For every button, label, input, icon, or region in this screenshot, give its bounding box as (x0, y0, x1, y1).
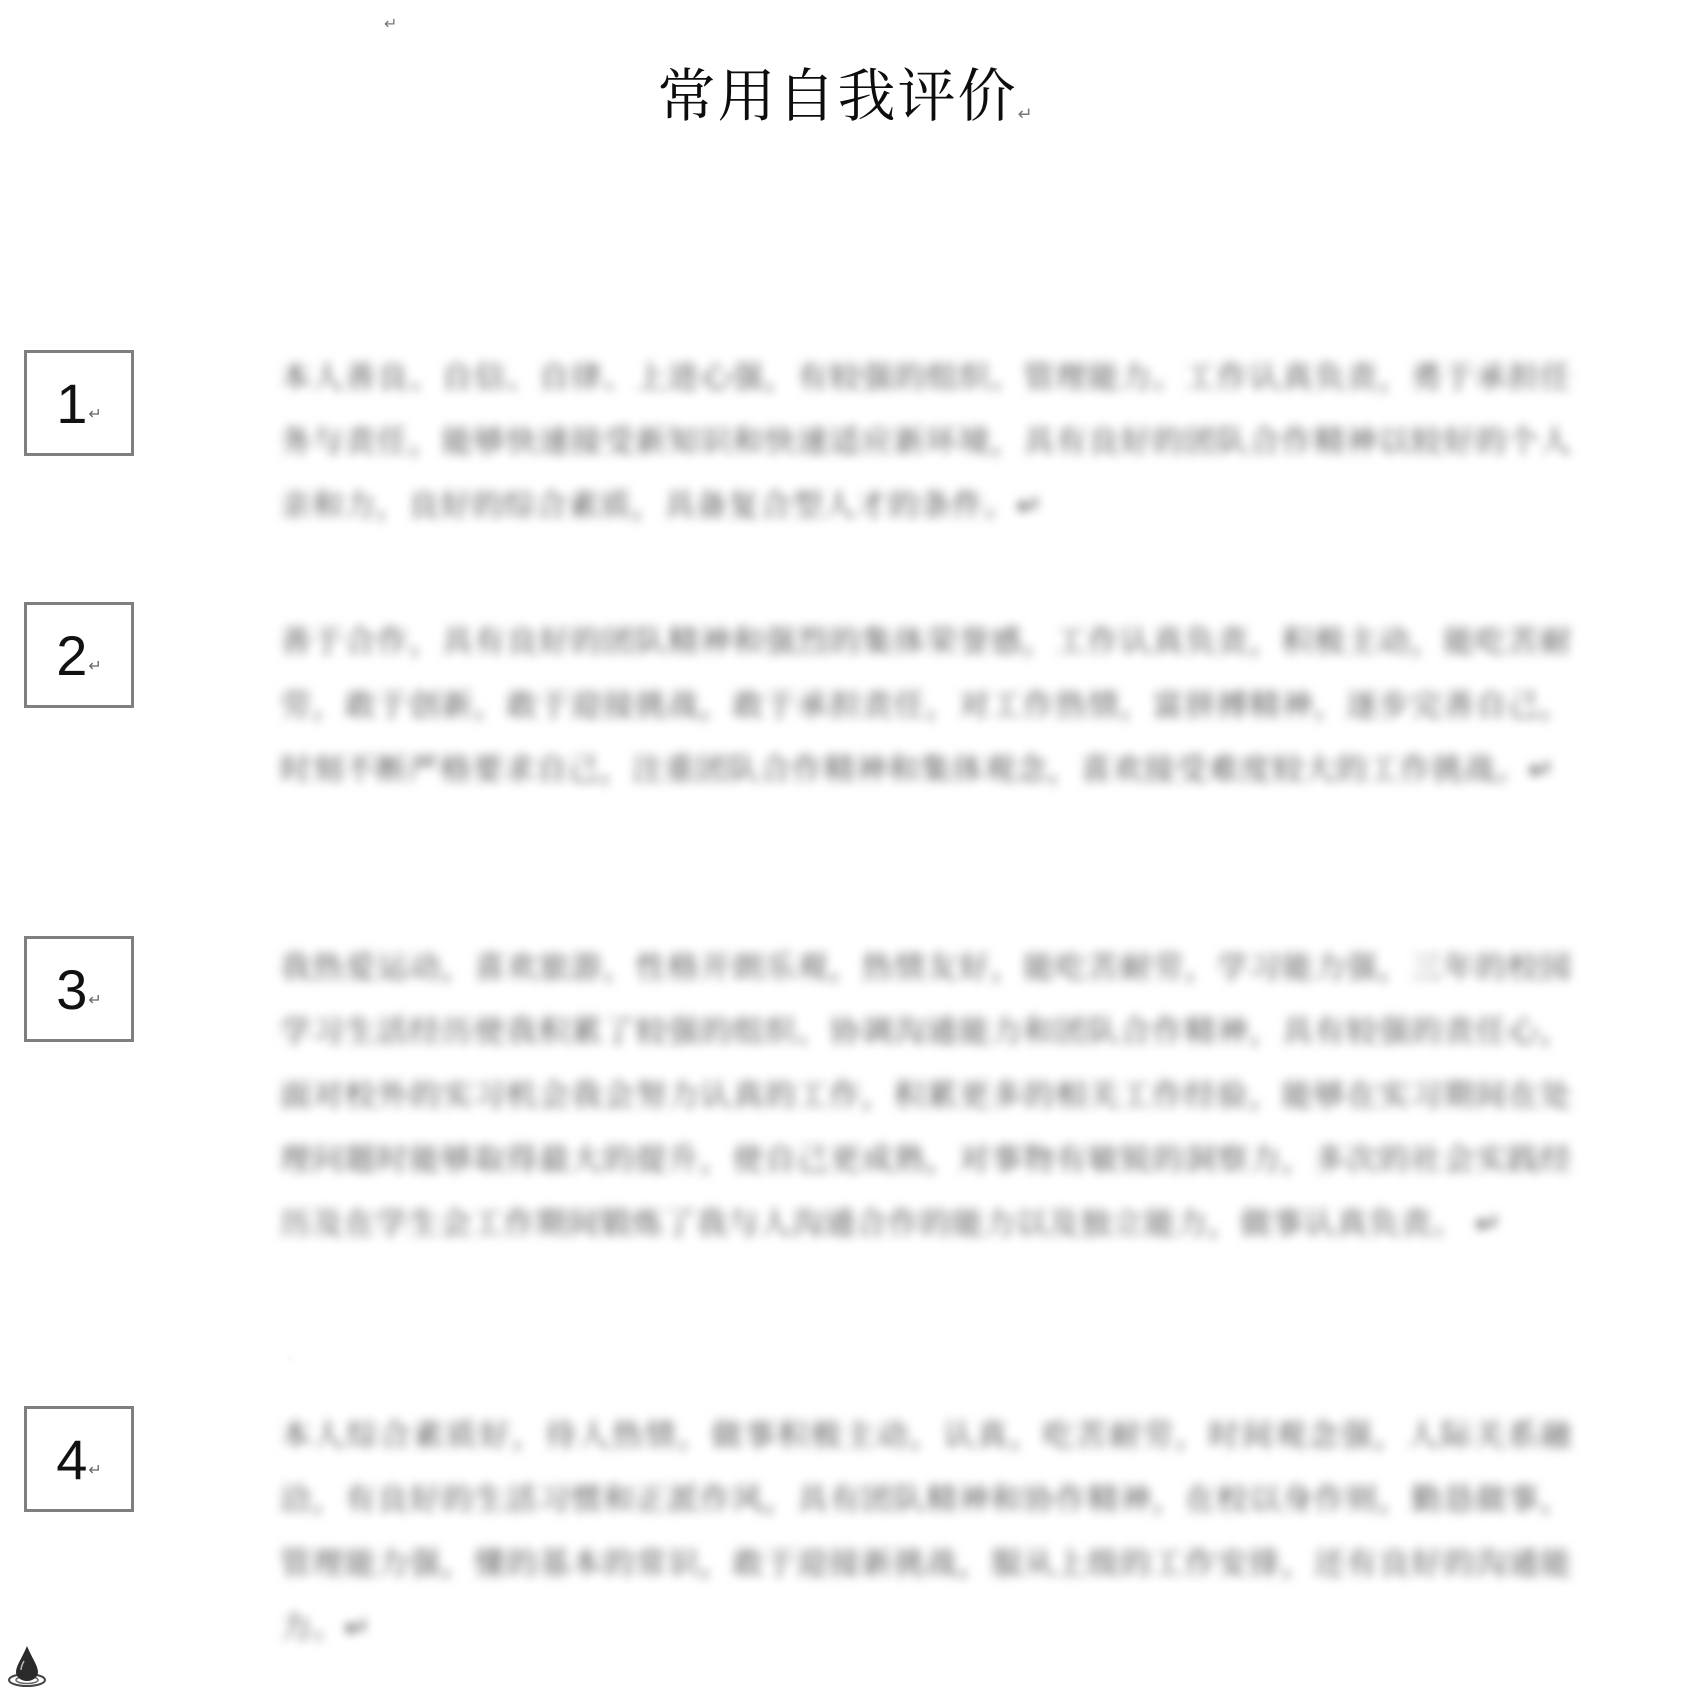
item-paragraph-4: 本人综合素质好，待人热情，做事积极主动，认真，吃苦耐劳，时间观念强，人际关系融洽，有良好的生活习惯和正派作风，具有团队精神和协作精神，在校以身作则，勤恳做事，管理能力强，懂的基本的常识，敢于迎接新挑战，服从上级的工作安排，还有良好的沟通能力。↵ (280, 1418, 1572, 1646)
page-title (0, 58, 1692, 153)
item-number: 4 (56, 1427, 88, 1491)
item-paragraph-2: 善于合作，具有良好的团队精神和强烈的集体荣誉感，工作认真负责，积极主动，能吃苦耐劳，敢于创新，敢于迎接挑战，敢于承担责任，对工作热情，富拼搏精神，逐步完善自己，时刻不断严格要求自己，注重团队合作精神和集体观念，喜欢接受难度较大的工作挑战。↵ (280, 624, 1572, 788)
item-number-box-2 (24, 602, 134, 708)
item-number: 2 (56, 623, 88, 687)
item-paragraph-1: 本人善良、自信、自律、上进心强，有较强的组织、管理能力。工作认真负责，勇于承担任务与责任，能够快速接受新知识和快速适应新环境，具有良好的团队合作精神以较好的个人亲和力，良好的综合素质，具备复合型人才的条件。↵ (280, 360, 1572, 524)
ink-drop-icon (4, 1642, 50, 1688)
paragraph-mark: ↵ (88, 406, 102, 423)
item-number-box-4 (24, 1406, 134, 1512)
paragraph-mark: ↵ (88, 1462, 102, 1479)
item-number-box-3 (24, 936, 134, 1042)
item-number: 3 (56, 957, 88, 1021)
paragraph-mark: ↵ (1017, 104, 1035, 125)
paragraph-mark: ↵ (88, 658, 102, 675)
paragraph-mark-top: ↵ (384, 14, 398, 33)
item-number-box-1 (24, 350, 134, 456)
item-number: 1 (56, 371, 88, 435)
paragraph-mark: ↵ (88, 992, 102, 1009)
page-title-text: 常用自我评价 (657, 62, 1018, 130)
empty-paragraph-mark: . (288, 1348, 292, 1362)
item-paragraph-3: 我热爱运动，喜欢旅游，性格开朗乐观，热情友好，能吃苦耐劳，学习能力强，三年的校园学习生活经历使我积累了较强的组织、协调沟通能力和团队合作精神，具有较强的责任心，面对校外的实习机会我会努力认真的工作，积累更多的相关工作经验，能够在实习期间在处理问题时能够取得最大的提升，使自己更成熟，对事物有敏锐的洞察力，多次的社会实践经历及在学生会工作期间锻炼了我与人沟通合作的能力以及独立能力，做事认真负责。 ↵ (280, 950, 1572, 1242)
